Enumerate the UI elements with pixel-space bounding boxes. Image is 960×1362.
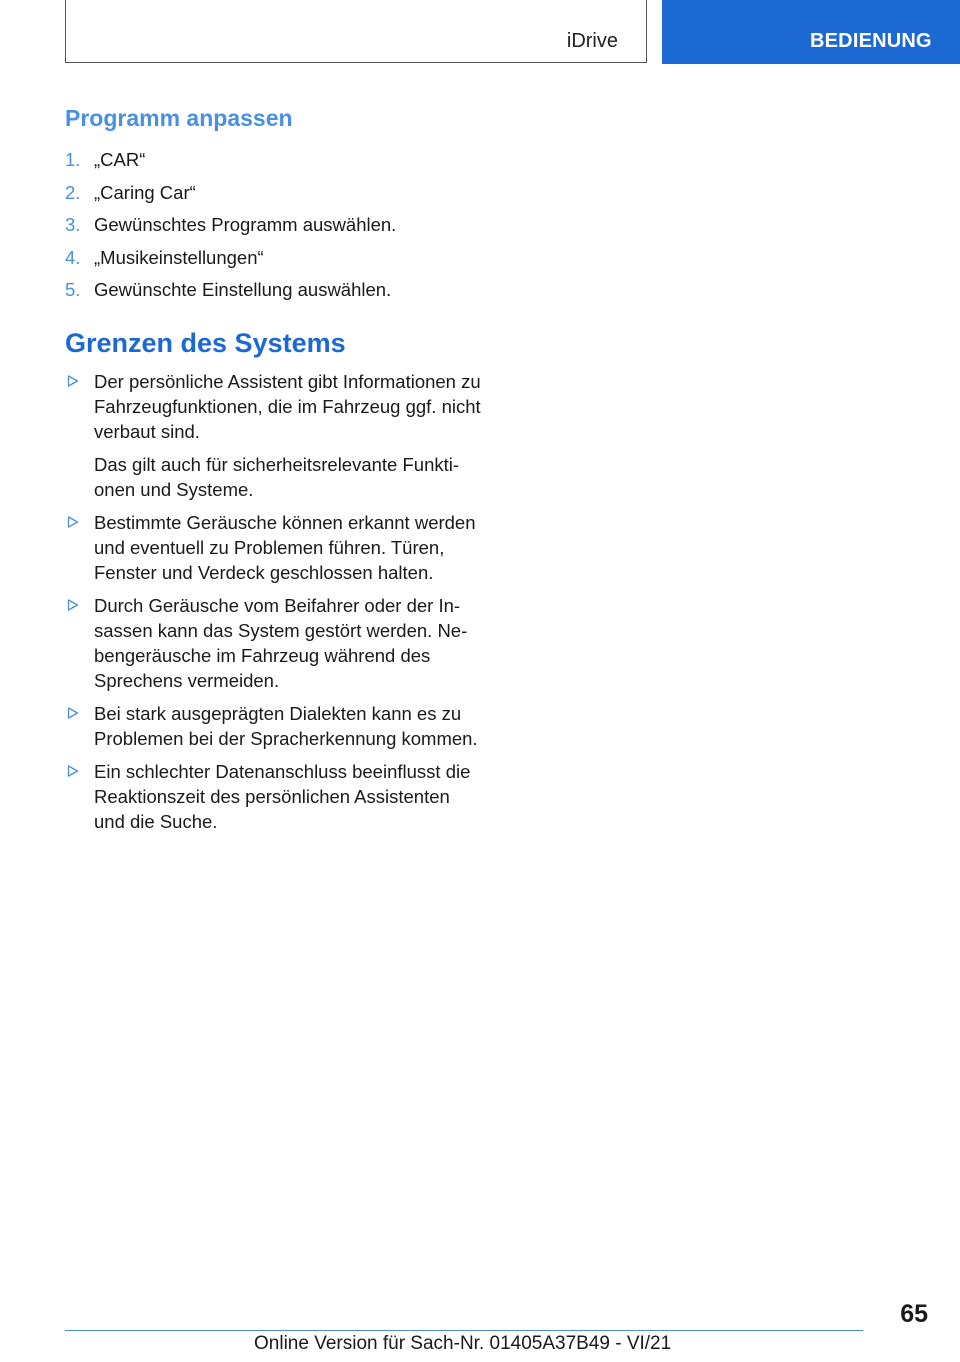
- page-content: [65, 100, 485, 842]
- list-item: [65, 177, 485, 210]
- list-item: [65, 701, 485, 751]
- step-text: „Caring Car“: [94, 181, 196, 203]
- step-number: 2.: [65, 181, 81, 203]
- list-item: [65, 759, 485, 834]
- step-number: 5.: [65, 279, 81, 300]
- triangle-right-outline-icon: [67, 375, 79, 387]
- limits-section-title: Grenzen des Systems: [65, 327, 346, 358]
- step-text: „Musikeinstellungen“: [94, 246, 264, 268]
- header-chapter-tab: BEDIENUNG: [662, 0, 960, 64]
- bullet-text: Durch Geräusche vom Beifahrer oder der Insassen kann das System gestört werden. Nebengeräusche im Fahrzeug während des Sprechens vermeiden.: [94, 594, 468, 691]
- step-number: 4.: [65, 246, 81, 268]
- step-number: 3.: [65, 214, 81, 235]
- limits-bullet-list: [65, 369, 485, 834]
- list-item: [65, 274, 485, 307]
- triangle-right-outline-icon: [67, 599, 79, 611]
- bullet-text: Bei stark ausgeprägten Dialekten kann es zu Problemen bei der Spracherkennung kommen.: [94, 702, 478, 749]
- list-item: [65, 593, 485, 693]
- step-text: Gewünschtes Programm auswählen.: [94, 214, 397, 235]
- footer-divider: [65, 1330, 863, 1331]
- list-item: [65, 242, 485, 275]
- bullet-text: Der persönliche Assistent gibt Informationen zu Fahrzeugfunktionen, die im Fahrzeug ggf. nicht verbaut sind.: [94, 370, 481, 442]
- triangle-right-outline-icon: [67, 765, 79, 777]
- triangle-right-outline-icon: [67, 707, 79, 719]
- bullet-text: Bestimmte Geräusche können erkannt werden und eventuell zu Problemen führen. Türen, Fenster und Verdeck geschlossen halten.: [94, 511, 476, 583]
- list-item: [65, 209, 485, 242]
- list-item: [65, 144, 485, 177]
- triangle-right-outline-icon: [67, 516, 79, 528]
- program-steps-list: [65, 144, 485, 307]
- header-section-title: iDrive: [566, 30, 618, 52]
- program-section-title: Programm anpassen: [65, 105, 293, 131]
- bullet-text: Ein schlechter Datenanschluss beeinflusst die Reaktionszeit des persönlichen Assistenten und die Suche.: [94, 760, 471, 832]
- list-item: [65, 510, 485, 585]
- step-text: Gewünschte Einstellung auswählen.: [94, 279, 392, 300]
- bullet-text: Das gilt auch für sicherheitsrelevante Funktionen und Systeme.: [94, 453, 460, 500]
- header-section-box: [65, 0, 647, 63]
- step-number: 1.: [65, 149, 81, 170]
- list-item: [65, 369, 485, 502]
- step-text: „CAR“: [94, 149, 146, 170]
- footer-online-version: Online Version für Sach-Nr. 01405A37B49 - VI/21: [254, 1333, 672, 1354]
- page-number: 65: [900, 1300, 928, 1328]
